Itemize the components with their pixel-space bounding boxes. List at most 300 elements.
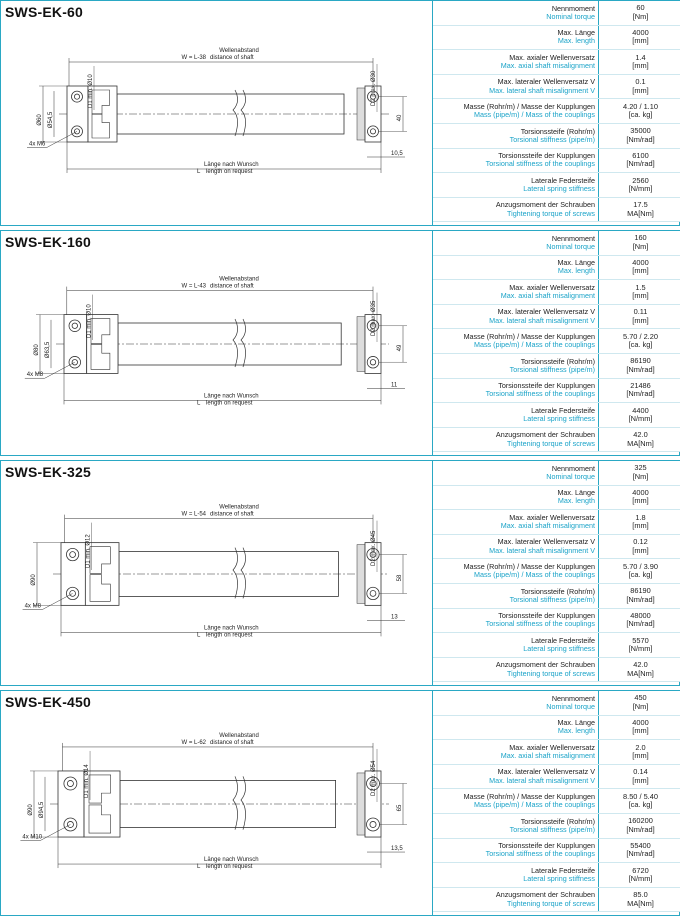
spec-label (433, 149, 599, 173)
spec-label-en: Tightening torque of screws (506, 438, 595, 448)
spec-value-cell (599, 888, 680, 912)
spec-row (433, 740, 680, 765)
spec-label (433, 354, 599, 378)
spec-label-en: Lateral spring stiffness (523, 643, 595, 653)
spec-label-de: Max. lateraler Wellenversatz V (497, 307, 595, 317)
spec-label-de: Masse (Rohr/m) / Masse der Kupplungen (463, 101, 595, 111)
spec-value: 5.70 / 2.20 (623, 331, 658, 341)
spec-unit: [N/mm] (628, 183, 653, 193)
spec-value: 1.5 (635, 282, 646, 292)
spec-label-de: Torsionssteife der Kupplungen (498, 151, 595, 161)
spec-label-en: Max. length (557, 726, 595, 736)
spec-value-cell (599, 584, 680, 608)
spec-label-de: Max. axialer Wellenversatz (509, 52, 595, 62)
length-label: Länge nach Wunsch (204, 625, 259, 632)
spec-value: 0.11 (633, 307, 648, 317)
spec-value-cell (599, 379, 680, 403)
spec-label (433, 535, 599, 559)
offset-dimension: 13 (391, 614, 398, 621)
spec-value: 8.50 / 5.40 (623, 791, 658, 801)
spec-row (433, 789, 680, 814)
spec-value-cell (599, 1, 680, 25)
spec-row (433, 75, 680, 100)
product-title: SWS-EK-325 (5, 464, 92, 480)
spec-value-cell (599, 609, 680, 633)
spec-value-cell (599, 789, 680, 813)
spec-label (433, 740, 599, 764)
spec-label-en: Max. axial shaft misalignment (500, 290, 595, 300)
spec-unit: [Nm] (632, 701, 649, 711)
spec-value-cell (599, 691, 680, 715)
screw-icon (367, 587, 379, 599)
spec-label (433, 305, 599, 329)
spec-label-en: Tightening torque of screws (506, 208, 595, 218)
spec-value: 42.0 (633, 660, 648, 670)
coupling-drawing (1, 1, 431, 227)
spec-label-de: Torsionssteife (Rohr/m) (520, 356, 595, 366)
screw-icon (64, 777, 77, 790)
spec-label (433, 789, 599, 813)
spec-value-cell (599, 75, 680, 99)
spec-label (433, 609, 599, 633)
spec-unit: [Nm/rad] (626, 389, 655, 399)
spec-value: 4000 (632, 717, 649, 727)
spec-label (433, 198, 599, 222)
spec-label-de: Anzugsmoment der Schrauben (495, 890, 595, 900)
spec-unit: [ca. kg] (628, 110, 653, 120)
spec-unit: [ca. kg] (628, 800, 653, 810)
spec-value-cell (599, 198, 680, 222)
spec-label (433, 75, 599, 99)
spec-unit: [N/mm] (628, 873, 653, 883)
d1-label: D1 min. Ø14 (84, 764, 91, 798)
spec-label-en: Max. axial shaft misalignment (500, 750, 595, 760)
spec-unit: [mm] (632, 60, 649, 70)
spec-value: 160 (634, 233, 647, 243)
spec-label-en: Max. lateral shaft misalignment V (489, 775, 595, 785)
spec-unit: [mm] (632, 266, 649, 276)
spec-value: 55400 (630, 840, 651, 850)
spec-label (433, 584, 599, 608)
spec-value-cell (599, 716, 680, 740)
spec-label-de: Max. Länge (557, 718, 595, 728)
height-dimension: 58 (397, 574, 403, 582)
spec-label-de: Anzugsmoment der Schrauben (495, 200, 595, 210)
spec-label-en: Mass (pipe/m) / Mass of the couplings (473, 340, 595, 350)
spec-label-de: Nennmoment (551, 463, 595, 473)
spec-label-en: Max. lateral shaft misalignment V (489, 545, 595, 555)
product-section (0, 230, 680, 456)
spec-label-de: Nennmoment (551, 233, 595, 243)
spec-value-cell (599, 124, 680, 148)
shaft-distance-formula: W = L-43 (181, 283, 206, 290)
spec-row (433, 403, 680, 428)
spec-unit: [mm] (632, 36, 649, 46)
spec-row (433, 609, 680, 634)
spec-label-de: Masse (Rohr/m) / Masse der Kupplungen (463, 331, 595, 341)
spec-label-en: Mass (pipe/m) / Mass of the couplings (473, 800, 595, 810)
spec-unit: [mm] (632, 290, 649, 300)
spec-label-en: Torsional stiffness (pipe/m) (509, 594, 595, 604)
spec-value: 17.5 (633, 200, 648, 210)
shaft-distance-en: distance of shaft (210, 55, 254, 61)
spec-value: 450 (634, 693, 647, 703)
offset-dimension: 11 (391, 382, 398, 389)
spec-label-en: Lateral spring stiffness (523, 183, 595, 193)
spec-label (433, 428, 599, 452)
shaft-distance-formula: W = L-54 (181, 511, 206, 518)
spec-unit: [Nm/rad] (626, 364, 655, 374)
spec-label (433, 99, 599, 123)
spec-label (433, 461, 599, 485)
spec-value-cell (599, 535, 680, 559)
height-dimension: 65 (397, 804, 403, 812)
shaft-distance-en: distance of shaft (210, 511, 254, 518)
spec-label-en: Mass (pipe/m) / Mass of the couplings (473, 570, 595, 580)
screw-label: 4x M8 (24, 603, 41, 610)
spec-label (433, 256, 599, 280)
spec-unit: [mm] (632, 315, 649, 325)
spec-row (433, 50, 680, 75)
spec-label-de: Masse (Rohr/m) / Masse der Kupplungen (463, 791, 595, 801)
spec-row (433, 198, 680, 223)
spec-label (433, 888, 599, 912)
spec-row (433, 428, 680, 453)
spec-unit: MA[Nm] (627, 438, 654, 448)
spec-value-cell (599, 99, 680, 123)
product-section (0, 460, 680, 686)
length-en: length on request (206, 400, 253, 407)
spec-label (433, 633, 599, 657)
spec-label (433, 486, 599, 510)
spec-label-de: Max. axialer Wellenversatz (509, 512, 595, 522)
spec-row (433, 839, 680, 864)
spec-label-en: Max. length (557, 496, 595, 506)
spec-row (433, 461, 680, 486)
spec-value-cell (599, 231, 680, 255)
spec-value-cell (599, 173, 680, 197)
spec-label-de: Max. axialer Wellenversatz (509, 742, 595, 752)
spec-label (433, 510, 599, 534)
screw-icon (367, 818, 380, 831)
spec-label-en: Torsional stiffness of the couplings (485, 619, 595, 629)
screw-icon (367, 356, 379, 368)
d1-label: D1 min. Ø10 (86, 304, 93, 338)
spec-row (433, 633, 680, 658)
spec-value: 5.70 / 3.90 (623, 561, 658, 571)
spec-value: 160200 (628, 816, 653, 826)
spec-label-en: Tightening torque of screws (506, 668, 595, 678)
spec-label (433, 863, 599, 887)
outer-diameter-label: Ø80 (34, 344, 40, 356)
spec-unit: [ca. kg] (628, 340, 653, 350)
spec-label-de: Nennmoment (551, 693, 595, 703)
spec-row (433, 379, 680, 404)
spec-value: 60 (636, 3, 645, 13)
spec-row (433, 1, 680, 26)
coupling-drawing (1, 231, 431, 457)
spec-value: 0.1 (635, 77, 646, 87)
length-en: length on request (206, 632, 253, 639)
height-dimension: 40 (397, 114, 403, 122)
spec-value-cell (599, 461, 680, 485)
spec-row (433, 305, 680, 330)
spec-label-en: Torsional stiffness of the couplings (485, 159, 595, 169)
spec-label (433, 691, 599, 715)
length-en: length on request (206, 864, 253, 871)
spec-unit: [mm] (632, 545, 649, 555)
spec-label (433, 403, 599, 427)
spec-value-cell (599, 428, 680, 452)
spec-unit: [mm] (632, 775, 649, 785)
spec-value: 4000 (632, 27, 649, 37)
spec-label-de: Anzugsmoment der Schrauben (495, 660, 595, 670)
spec-value: 4000 (632, 257, 649, 267)
coupling-drawing (1, 691, 431, 917)
length-symbol: L (197, 169, 201, 175)
spec-label-de: Max. Länge (557, 488, 595, 498)
spec-row (433, 124, 680, 149)
spec-label-en: Max. axial shaft misalignment (500, 520, 595, 530)
spec-label (433, 26, 599, 50)
spec-value-cell (599, 510, 680, 534)
length-en: length on request (206, 169, 253, 175)
spec-row (433, 888, 680, 913)
spec-table (432, 691, 680, 915)
spec-value: 2.0 (635, 742, 646, 752)
spec-row (433, 486, 680, 511)
spec-label-de: Max. Länge (557, 258, 595, 268)
spec-label (433, 280, 599, 304)
spec-value: 4000 (632, 487, 649, 497)
spec-row (433, 814, 680, 839)
product-title: SWS-EK-60 (5, 4, 84, 20)
spec-value: 4.20 / 1.10 (623, 101, 658, 111)
length-label: Länge nach Wunsch (204, 857, 259, 864)
spec-row (433, 691, 680, 716)
spec-label (433, 173, 599, 197)
spec-label (433, 329, 599, 353)
spec-label-de: Max. lateraler Wellenversatz V (497, 767, 595, 777)
spec-label-de: Nennmoment (551, 3, 595, 13)
spec-value: 0.14 (633, 767, 648, 777)
spec-label-de: Max. Länge (557, 28, 595, 38)
spec-row (433, 716, 680, 741)
spec-value-cell (599, 740, 680, 764)
spec-value: 42.0 (633, 430, 648, 440)
product-section (0, 690, 680, 916)
spec-value-cell (599, 26, 680, 50)
spec-value: 0.12 (633, 537, 648, 547)
spec-row (433, 535, 680, 560)
screw-icon (368, 126, 379, 137)
spec-label (433, 50, 599, 74)
shaft-distance-label: Wellenabstand (219, 48, 259, 54)
spec-row (433, 149, 680, 174)
spec-value-cell (599, 280, 680, 304)
spec-value: 35000 (630, 126, 651, 136)
spec-unit: [Nm/rad] (626, 824, 655, 834)
spec-value-cell (599, 658, 680, 682)
screw-label: 4x M6 (29, 141, 46, 148)
spec-unit: [Nm] (632, 11, 649, 21)
spec-row (433, 559, 680, 584)
spec-label-en: Mass (pipe/m) / Mass of the couplings (473, 110, 595, 120)
spec-row (433, 584, 680, 609)
spec-label-en: Torsional stiffness of the couplings (485, 389, 595, 399)
spec-label-en: Torsional stiffness (pipe/m) (509, 824, 595, 834)
spec-label-en: Max. axial shaft misalignment (500, 60, 595, 70)
spec-label-de: Torsionssteife (Rohr/m) (520, 816, 595, 826)
shaft-distance-en: distance of shaft (210, 283, 254, 290)
spec-label (433, 559, 599, 583)
inner-diameter-label: Ø94,5 (39, 801, 45, 819)
length-symbol: L (197, 400, 201, 407)
spec-table (432, 461, 680, 685)
inner-diameter-label: Ø63,5 (45, 341, 51, 359)
spec-label-en: Max. length (557, 266, 595, 276)
spec-label-en: Nominal torque (546, 471, 595, 481)
spec-label (433, 716, 599, 740)
spec-label-de: Laterale Federsteife (531, 865, 595, 875)
spec-value-cell (599, 633, 680, 657)
spec-unit: [Nm/rad] (626, 134, 655, 144)
d2-label: D2 max. Ø54 (371, 760, 377, 796)
spec-value: 2560 (632, 175, 649, 185)
spec-unit: [Nm] (632, 471, 649, 481)
product-title: SWS-EK-160 (5, 234, 92, 250)
spec-unit: [N/mm] (628, 643, 653, 653)
spec-unit: [mm] (632, 750, 649, 760)
spec-label (433, 839, 599, 863)
spec-unit: MA[Nm] (627, 208, 654, 218)
spec-row (433, 231, 680, 256)
spec-value: 85.0 (633, 890, 648, 900)
spec-row (433, 765, 680, 790)
spec-unit: [mm] (632, 520, 649, 530)
right-coupling (357, 543, 381, 606)
spec-value: 21486 (630, 380, 651, 390)
screw-label: 4x M8 (26, 372, 44, 379)
d1-label: D1 min. Ø10 (88, 74, 94, 108)
spec-value-cell (599, 863, 680, 887)
spec-label-en: Max. length (557, 36, 595, 46)
spec-label-de: Laterale Federsteife (531, 405, 595, 415)
spec-value: 6720 (632, 865, 649, 875)
spec-label-de: Torsionssteife der Kupplungen (498, 841, 595, 851)
spec-row (433, 256, 680, 281)
shaft-distance-formula: W = L-62 (181, 739, 206, 746)
spec-label-de: Laterale Federsteife (531, 175, 595, 185)
length-label: Länge nach Wunsch (204, 393, 259, 400)
spec-label (433, 765, 599, 789)
spec-label-de: Laterale Federsteife (531, 635, 595, 645)
length-symbol: L (197, 864, 201, 871)
spec-row (433, 26, 680, 51)
right-coupling (357, 86, 381, 142)
spec-label-de: Max. axialer Wellenversatz (509, 282, 595, 292)
spec-value-cell (599, 149, 680, 173)
spec-label-en: Nominal torque (546, 241, 595, 251)
shaft-distance-label: Wellenabstand (219, 276, 259, 283)
spec-value-cell (599, 50, 680, 74)
spec-label-de: Max. lateraler Wellenversatz V (497, 77, 595, 87)
spec-row (433, 510, 680, 535)
spec-value-cell (599, 329, 680, 353)
offset-dimension: 10,5 (391, 151, 403, 157)
spec-label-en: Tightening torque of screws (506, 898, 595, 908)
spec-label (433, 814, 599, 838)
spec-unit: [ca. kg] (628, 570, 653, 580)
spec-row (433, 99, 680, 124)
spec-value-cell (599, 559, 680, 583)
spec-unit: [Nm/rad] (626, 594, 655, 604)
spec-label (433, 658, 599, 682)
spec-value: 86190 (630, 356, 651, 366)
spec-unit: [N/mm] (628, 413, 653, 423)
spec-row (433, 354, 680, 379)
d2-label: D2 max. Ø45 (371, 530, 377, 566)
spec-label-de: Torsionssteife der Kupplungen (498, 611, 595, 621)
spec-value: 5570 (632, 635, 649, 645)
height-dimension: 49 (397, 344, 403, 352)
spec-label-en: Torsional stiffness of the couplings (485, 849, 595, 859)
spec-unit: [Nm/rad] (626, 619, 655, 629)
spec-value: 1.8 (635, 512, 646, 522)
coupling-drawing (1, 461, 431, 687)
spec-unit: [Nm/rad] (626, 849, 655, 859)
spec-label-de: Max. lateraler Wellenversatz V (497, 537, 595, 547)
spec-label-en: Max. lateral shaft misalignment V (489, 315, 595, 325)
product-section (0, 0, 680, 226)
inner-diameter-label: Ø54,5 (48, 111, 54, 129)
spec-label-en: Torsional stiffness (pipe/m) (509, 364, 595, 374)
spec-label (433, 379, 599, 403)
spec-value-cell (599, 403, 680, 427)
shaft-distance-label: Wellenabstand (219, 732, 259, 739)
spec-value-cell (599, 305, 680, 329)
spec-unit: [mm] (632, 726, 649, 736)
d1-label: D1 min. Ø12 (85, 534, 92, 568)
spec-value-cell (599, 486, 680, 510)
right-coupling (357, 771, 381, 837)
spec-label-en: Lateral spring stiffness (523, 873, 595, 883)
spec-unit: [mm] (632, 496, 649, 506)
spec-value-cell (599, 256, 680, 280)
spec-value: 6100 (632, 150, 649, 160)
spec-value: 1.4 (635, 52, 646, 62)
length-symbol: L (197, 632, 201, 639)
spec-value: 4400 (632, 405, 649, 415)
spec-label (433, 231, 599, 255)
spec-label (433, 1, 599, 25)
d2-label: D2 max. Ø35 (371, 300, 377, 336)
spec-row (433, 280, 680, 305)
spec-label-de: Anzugsmoment der Schrauben (495, 430, 595, 440)
spec-label-de: Torsionssteife (Rohr/m) (520, 586, 595, 596)
spec-unit: [mm] (632, 85, 649, 95)
d2-label: D2 max. Ø30 (371, 70, 377, 106)
spec-label-de: Torsionssteife (Rohr/m) (520, 126, 595, 136)
spec-label-en: Max. lateral shaft misalignment V (489, 85, 595, 95)
outer-diameter-label: Ø90 (31, 574, 37, 586)
spec-unit: [Nm] (632, 241, 649, 251)
spec-value-cell (599, 354, 680, 378)
spec-unit: [Nm/rad] (626, 159, 655, 169)
spec-value: 325 (634, 463, 647, 473)
shaft-distance-formula: W = L-38 (181, 55, 206, 61)
screw-icon (72, 91, 83, 102)
